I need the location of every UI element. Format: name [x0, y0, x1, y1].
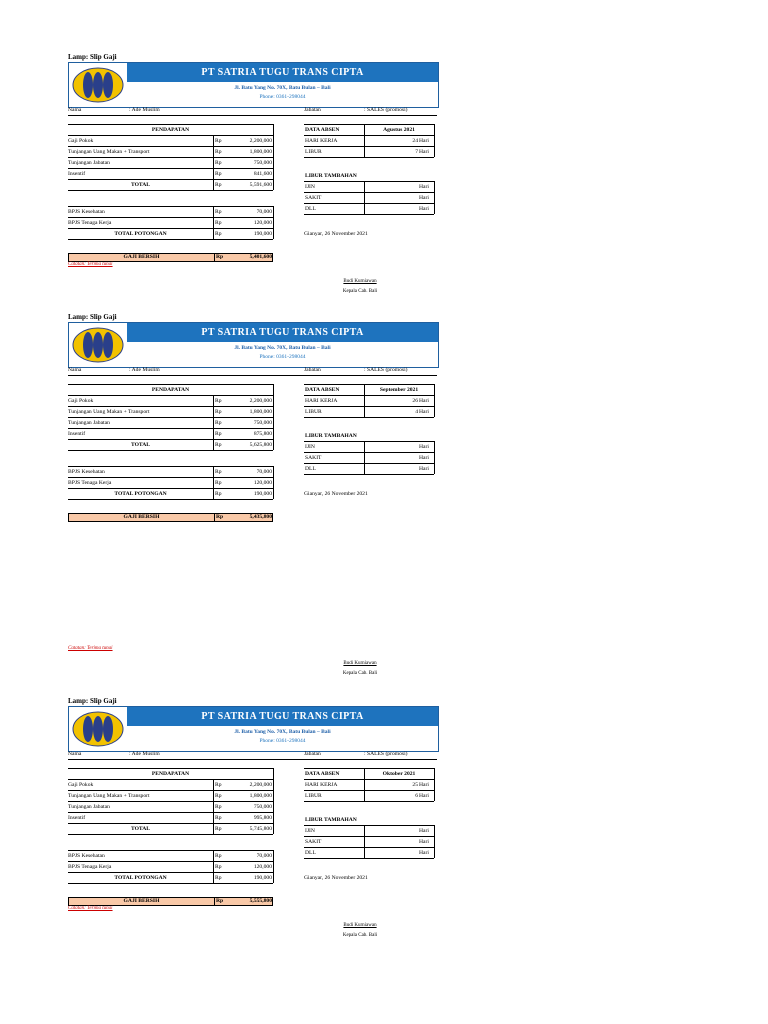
sakit-label: SAKIT: [305, 455, 322, 461]
signer-title: Kepala Cab. Bali: [342, 933, 378, 938]
total-value: 5,625,800: [249, 442, 272, 448]
nama-value: : Ade Muslim: [129, 367, 160, 373]
gaji-bersih-value: 5,555,800: [249, 898, 272, 904]
ijin-label: IJIN: [305, 444, 315, 450]
gaji-bersih-row: GAJI BERSIH Rp 5,435,800: [68, 513, 273, 522]
logo-icon: [69, 707, 127, 751]
bpjs-kesehatan-value: 70,000: [256, 853, 272, 859]
jabatan-label: Jabatan: [304, 107, 321, 113]
nama-label: Nama: [68, 107, 82, 113]
total-potongan-label: TOTAL POTONGAN: [114, 875, 167, 881]
absen-month: Agustus 2021: [383, 127, 415, 133]
gaji-bersih-label: GAJI BERSIH: [123, 254, 160, 260]
signer-name: Budi Kurniawan: [343, 923, 377, 928]
company-header: [68, 706, 439, 752]
tunjangan-jabatan-label: Tunjangan Jabatan: [68, 160, 110, 166]
gaji-pokok-label: Gaji Pokok: [68, 782, 94, 788]
company-name: PT SATRIA TUGU TRANS CIPTA: [127, 707, 438, 726]
salary-slip-3: Lamp: Slip Gaji PT SATRIA TUGU TRANS CIPTA Jl. Batu Yang No. 70X, Batu Bulan – Bali Phone: 0361-298044 Nama : Ade Muslim Jabatan : SALES (promosi) PENDAPATAN Gaji Pokok Rp 2,200,000 Tunjangan Uang Makan + Transport Rp 1,800,000 Tunjangan Jabatan Rp 750,000 Insentif Rp 995,800 TOTAL Rp 5,745,800 BPJS Kesehatan Rp 70,000 BPJS Tenaga Kerja Rp 120,000 TOTAL POTONGAN Rp 190,000 GAJI BERSIH Rp 5,555,800 Catatan: Terima tunai DATA ABSEN Oktober 2021 HARI KERJA 25 Hari LIBUR 6 Hari LIBUR TAMBAHAN IJIN Hari SAKIT Hari DLL Hari Gianyar, 26 November 2021 Budi Kurniawan Kepala Cab. Bali: [0, 697, 768, 997]
company-name: PT SATRIA TUGU TRANS CIPTA: [127, 63, 438, 82]
libur-value: 6: [415, 793, 418, 799]
jabatan-value: : SALES (promosi): [364, 367, 408, 373]
insentif-value: 841,600: [253, 171, 272, 177]
company-address: Jl. Batu Yang No. 70X, Batu Bulan – Bali: [234, 729, 331, 735]
bpjs-tk-value: 120,000: [253, 864, 272, 870]
gaji-bersih-row: GAJI BERSIH Rp 5,401,600: [68, 253, 273, 262]
catatan-note: Catatan: Terima tunai: [68, 646, 113, 651]
bpjs-tk-label: BPJS Tenaga Kerja: [68, 220, 112, 226]
jabatan-label: Jabatan: [304, 367, 321, 373]
tunjangan-makan-value: 1,800,000: [249, 409, 272, 415]
gaji-bersih-value: 5,401,600: [249, 254, 272, 260]
hari-kerja-value: 25: [412, 782, 418, 788]
total-potongan-label: TOTAL POTONGAN: [114, 231, 167, 237]
bpjs-kesehatan-label: BPJS Kesehatan: [68, 209, 105, 215]
signer-title: Kepala Cab. Bali: [342, 289, 378, 294]
insentif-value: 875,800: [253, 431, 272, 437]
salary-slip-1: Lamp: Slip Gaji PT SATRIA TUGU TRANS CIPTA Jl. Batu Yang No. 70X, Batu Bulan – Bali Phone: 0361-298044 Nama : Ade Muslim Jabatan : SALES (promosi) PENDAPATAN Gaji Pokok Rp 2,200,000 Tunjangan Uang Makan + Transport Rp 1,800,000 Tunjangan Jabatan Rp 750,000 Insentif Rp 841,600 TOTAL Rp 5,591,600 BPJS Kesehatan Rp 70,000 BPJS Tenaga Kerja Rp 120,000 TOTAL POTONGAN Rp 190,000 GAJI BERSIH Rp 5,401,600 Catatan: Terima tunai DATA ABSEN Agustus 2021 HARI KERJA 24 Hari LIBUR 7 Hari LIBUR TAMBAHAN IJIN Hari SAKIT Hari DLL Hari Gianyar, 26 November 2021 Budi Kurniawan Kepala Cab. Bali: [0, 53, 768, 353]
bpjs-tk-label: BPJS Tenaga Kerja: [68, 480, 112, 486]
company-logo: [69, 63, 127, 107]
gaji-pokok-value: 2,200,000: [249, 138, 272, 144]
libur-label: LIBUR: [305, 409, 322, 415]
jabatan-label: Jabatan: [304, 751, 321, 757]
tunjangan-makan-label: Tunjangan Uang Makan + Transport: [68, 149, 150, 155]
libur-tambahan-heading: LIBUR TAMBAHAN: [305, 817, 357, 823]
tunjangan-makan-value: 1,800,000: [249, 793, 272, 799]
total-value: 5,591,600: [249, 182, 272, 188]
company-phone: Phone: 0361-298044: [259, 354, 306, 360]
total-label: TOTAL: [130, 182, 151, 188]
date-place: Gianyar, 26 November 2021: [304, 231, 368, 237]
company-name: PT SATRIA TUGU TRANS CIPTA: [127, 323, 438, 342]
hari-kerja-value: 26: [412, 398, 418, 404]
bpjs-kesehatan-value: 70,000: [256, 209, 272, 215]
logo-icon: [69, 323, 127, 367]
gaji-bersih-row: GAJI BERSIH Rp 5,555,800: [68, 897, 273, 906]
bpjs-tk-value: 120,000: [253, 220, 272, 226]
pendapatan-heading: PENDAPATAN: [151, 387, 190, 393]
bpjs-kesehatan-label: BPJS Kesehatan: [68, 469, 105, 475]
ijin-label: IJIN: [305, 828, 315, 834]
company-phone: Phone: 0361-298044: [259, 94, 306, 100]
total-label: TOTAL: [130, 442, 151, 448]
tunjangan-jabatan-label: Tunjangan Jabatan: [68, 804, 110, 810]
total-potongan-value: 190,000: [253, 875, 272, 881]
insentif-label: Insentif: [68, 171, 86, 177]
libur-value: 7: [415, 149, 418, 155]
nama-label: Nama: [68, 367, 82, 373]
date-place: Gianyar, 26 November 2021: [304, 491, 368, 497]
bpjs-kesehatan-label: BPJS Kesehatan: [68, 853, 105, 859]
company-address: Jl. Batu Yang No. 70X, Batu Bulan – Bali: [234, 85, 331, 91]
jabatan-value: : SALES (promosi): [364, 107, 408, 113]
company-header: [68, 62, 439, 108]
nama-value: : Ade Muslim: [129, 107, 160, 113]
hari-kerja-label: HARI KERJA: [305, 782, 338, 788]
signer-name: Budi Kurniawan: [343, 279, 377, 284]
tunjangan-makan-label: Tunjangan Uang Makan + Transport: [68, 409, 150, 415]
nama-label: Nama: [68, 751, 82, 757]
salary-slip-2: Lamp: Slip Gaji PT SATRIA TUGU TRANS CIPTA Jl. Batu Yang No. 70X, Batu Bulan – Bali Phone: 0361-298044 Nama : Ade Muslim Jabatan : SALES (promosi) PENDAPATAN Gaji Pokok Rp 2,200,000 Tunjangan Uang Makan + Transport Rp 1,800,000 Tunjangan Jabatan Rp 750,000 Insentif Rp 875,800 TOTAL Rp 5,625,800 BPJS Kesehatan Rp 70,000 BPJS Tenaga Kerja Rp 120,000 TOTAL POTONGAN Rp 190,000 GAJI BERSIH Rp 5,435,800 Catatan: Terima tunai DATA ABSEN September 2021 HARI KERJA 26 Hari LIBUR 4 Hari LIBUR TAMBAHAN IJIN Hari SAKIT Hari DLL Hari Gianyar, 26 November 2021 Budi Kurniawan Kepala Cab. Bali: [0, 313, 768, 693]
company-logo: [69, 707, 127, 751]
gaji-pokok-label: Gaji Pokok: [68, 138, 94, 144]
pendapatan-heading: PENDAPATAN: [151, 771, 190, 777]
signer-title: Kepala Cab. Bali: [342, 671, 378, 676]
tunjangan-makan-value: 1,800,000: [249, 149, 272, 155]
sakit-label: SAKIT: [305, 839, 322, 845]
pendapatan-heading: PENDAPATAN: [151, 127, 190, 133]
logo-icon: [69, 63, 127, 107]
lamp-label: Lamp: Slip Gaji: [68, 53, 117, 61]
libur-value: 4: [415, 409, 418, 415]
hari-kerja-value: 24: [412, 138, 418, 144]
gaji-bersih-label: GAJI BERSIH: [123, 898, 160, 904]
data-absen-heading: DATA ABSEN: [305, 127, 340, 133]
total-potongan-value: 190,000: [253, 491, 272, 497]
company-header: [68, 322, 439, 368]
tunjangan-makan-label: Tunjangan Uang Makan + Transport: [68, 793, 150, 799]
libur-tambahan-heading: LIBUR TAMBAHAN: [305, 433, 357, 439]
bpjs-tk-label: BPJS Tenaga Kerja: [68, 864, 112, 870]
dll-label: DLL: [305, 206, 316, 212]
hari-kerja-label: HARI KERJA: [305, 138, 338, 144]
total-value: 5,745,800: [249, 826, 272, 832]
hari-kerja-label: HARI KERJA: [305, 398, 338, 404]
bpjs-tk-value: 120,000: [253, 480, 272, 486]
lamp-label: Lamp: Slip Gaji: [68, 697, 117, 705]
tunjangan-jabatan-value: 750,000: [253, 160, 272, 166]
nama-value: : Ade Muslim: [129, 751, 160, 757]
tunjangan-jabatan-value: 750,000: [253, 420, 272, 426]
signer-name: Budi Kurniawan: [343, 661, 377, 666]
libur-label: LIBUR: [305, 793, 322, 799]
gaji-pokok-label: Gaji Pokok: [68, 398, 94, 404]
company-logo: [69, 323, 127, 367]
libur-tambahan-heading: LIBUR TAMBAHAN: [305, 173, 357, 179]
gaji-bersih-label: GAJI BERSIH: [123, 514, 160, 520]
insentif-value: 995,800: [253, 815, 272, 821]
data-absen-heading: DATA ABSEN: [305, 771, 340, 777]
absen-month: Oktober 2021: [382, 771, 416, 777]
gaji-pokok-value: 2,200,000: [249, 782, 272, 788]
jabatan-value: : SALES (promosi): [364, 751, 408, 757]
sakit-label: SAKIT: [305, 195, 322, 201]
dll-label: DLL: [305, 850, 316, 856]
company-phone: Phone: 0361-298044: [259, 738, 306, 744]
company-address: Jl. Batu Yang No. 70X, Batu Bulan – Bali: [234, 345, 331, 351]
tunjangan-jabatan-label: Tunjangan Jabatan: [68, 420, 110, 426]
data-absen-heading: DATA ABSEN: [305, 387, 340, 393]
gaji-pokok-value: 2,200,000: [249, 398, 272, 404]
bpjs-kesehatan-value: 70,000: [256, 469, 272, 475]
lamp-label: Lamp: Slip Gaji: [68, 313, 117, 321]
libur-label: LIBUR: [305, 149, 322, 155]
date-place: Gianyar, 26 November 2021: [304, 875, 368, 881]
tunjangan-jabatan-value: 750,000: [253, 804, 272, 810]
insentif-label: Insentif: [68, 815, 86, 821]
total-potongan-value: 190,000: [253, 231, 272, 237]
total-label: TOTAL: [130, 826, 151, 832]
catatan-note: Catatan: Terima tunai: [68, 906, 113, 911]
dll-label: DLL: [305, 466, 316, 472]
gaji-bersih-value: 5,435,800: [249, 514, 272, 520]
catatan-note: Catatan: Terima tunai: [68, 262, 113, 267]
total-potongan-label: TOTAL POTONGAN: [114, 491, 167, 497]
absen-month: September 2021: [379, 387, 419, 393]
insentif-label: Insentif: [68, 431, 86, 437]
ijin-label: IJIN: [305, 184, 315, 190]
